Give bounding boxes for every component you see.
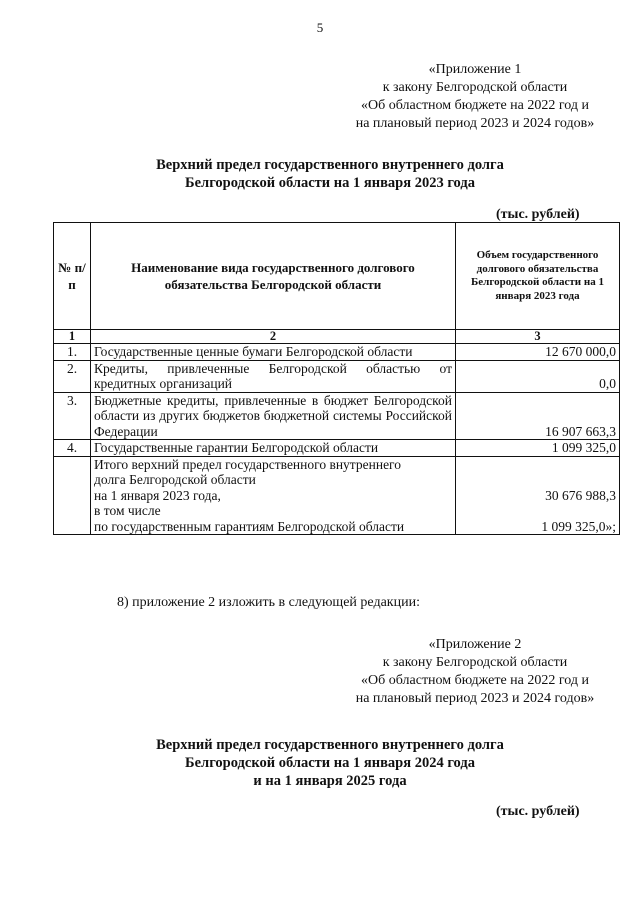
annex-2-line: на плановый период 2023 и 2024 годов» bbox=[355, 691, 595, 706]
annex-2-line: «Приложение 2 bbox=[428, 637, 522, 652]
table-row bbox=[54, 344, 620, 361]
title-2-line: Белгородской области на 1 января 2024 года bbox=[185, 755, 475, 771]
total-spacer bbox=[459, 472, 616, 488]
total-line: в том числе bbox=[94, 503, 161, 518]
total-name bbox=[91, 456, 456, 535]
header-number: № п/п bbox=[54, 223, 91, 330]
table-header-row bbox=[54, 223, 620, 330]
annex-1-line: «Об областном бюджете на 2022 год и bbox=[361, 98, 589, 113]
table-row bbox=[54, 360, 620, 392]
row-value: 1 099 325,0 bbox=[456, 440, 620, 457]
units-label-1: (тыс. рублей) bbox=[496, 207, 580, 222]
annex-1-line: на плановый период 2023 и 2024 годов» bbox=[355, 116, 595, 131]
table-total-row bbox=[54, 456, 620, 535]
row-value: 0,0 bbox=[456, 360, 620, 392]
title-2-line: Верхний предел государственного внутреннего долга bbox=[156, 737, 504, 753]
amendment-paragraph: 8) приложение 2 изложить в следующей редакции: bbox=[117, 595, 420, 610]
total-values bbox=[456, 456, 620, 535]
header-name: Наименование вида государственного долгового обязательства Белгородской области bbox=[91, 223, 456, 330]
row-name: Государственные ценные бумаги Белгородской области bbox=[91, 344, 456, 361]
annex-1-heading bbox=[340, 61, 610, 133]
total-guarantee-value: 1 099 325,0»; bbox=[541, 518, 616, 534]
document-title-1 bbox=[0, 156, 640, 192]
units-label-2: (тыс. рублей) bbox=[496, 804, 580, 819]
total-line: на 1 января 2023 года, bbox=[94, 487, 221, 503]
row-number: 4. bbox=[54, 440, 91, 457]
total-spacer bbox=[459, 457, 616, 473]
total-value: 30 676 988,3 bbox=[545, 487, 616, 503]
title-1-line: Верхний предел государственного внутреннего долга bbox=[156, 157, 504, 173]
annex-2-line: к закону Белгородской области bbox=[382, 655, 568, 670]
row-value: 16 907 663,3 bbox=[456, 392, 620, 440]
column-number: 2 bbox=[91, 330, 456, 344]
column-number-row bbox=[54, 330, 620, 344]
total-line: Итого верхний предел государственного внутреннего bbox=[94, 456, 402, 472]
debt-table bbox=[53, 222, 620, 535]
row-name: Кредиты, привлеченные Белгородской областью от кредитных организаций bbox=[91, 360, 456, 392]
table-row bbox=[54, 440, 620, 457]
document-title-2 bbox=[0, 736, 640, 790]
row-value: 12 670 000,0 bbox=[456, 344, 620, 361]
annex-2-heading bbox=[340, 636, 610, 708]
column-number: 3 bbox=[456, 330, 620, 344]
total-line: долга Белгородской области bbox=[94, 472, 256, 487]
column-number: 1 bbox=[54, 330, 91, 344]
title-1-line: Белгородской области на 1 января 2023 года bbox=[185, 175, 475, 191]
row-name: Государственные гарантии Белгородской области bbox=[91, 440, 456, 457]
table-row bbox=[54, 392, 620, 440]
title-2-line: и на 1 января 2025 года bbox=[253, 773, 407, 789]
annex-1-line: «Приложение 1 bbox=[428, 62, 522, 77]
total-spacer bbox=[459, 503, 616, 519]
row-number: 2. bbox=[54, 360, 91, 392]
row-number: 3. bbox=[54, 392, 91, 440]
row-name: Бюджетные кредиты, привлеченные в бюджет Белгородской области из других бюджетов бюджетной системы Российской Федерации bbox=[91, 392, 456, 440]
annex-2-line: «Об областном бюджете на 2022 год и bbox=[361, 673, 589, 688]
row-number: 1. bbox=[54, 344, 91, 361]
header-volume: Объем государственного долгового обязательства Белгородской области на 1 января 2023 года bbox=[456, 223, 620, 330]
annex-1-line: к закону Белгородской области bbox=[382, 80, 568, 95]
total-line: по государственным гарантиям Белгородской области bbox=[94, 518, 405, 534]
page-number: 5 bbox=[316, 20, 324, 35]
total-number-cell bbox=[54, 456, 91, 535]
